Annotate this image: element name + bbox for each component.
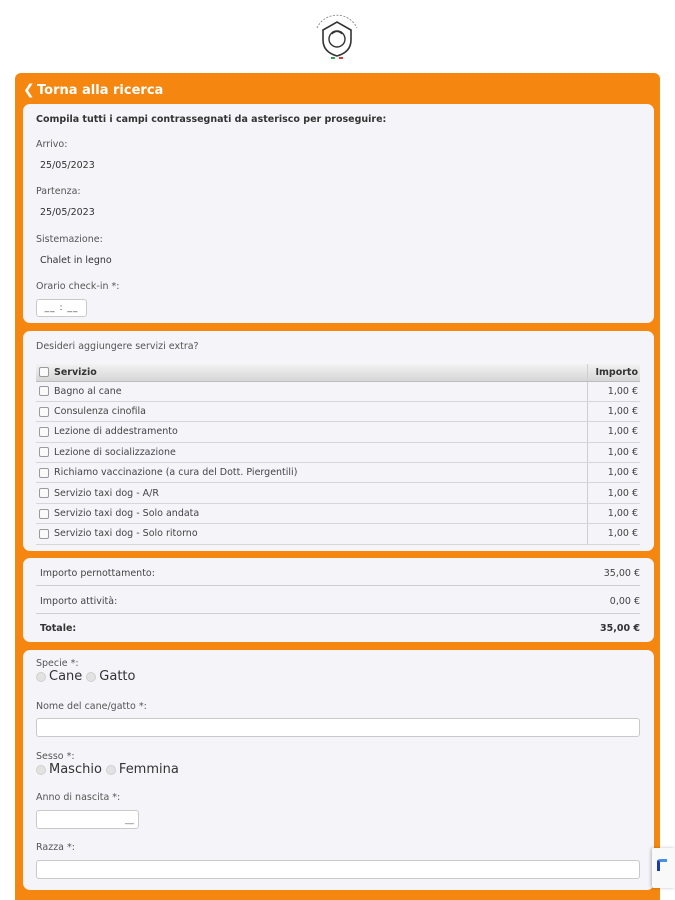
select-all-cell (36, 364, 52, 381)
chevron-left-icon: ❮ (23, 82, 35, 98)
sex-male-label: Maschio (49, 762, 102, 777)
stay-amount-label: Importo pernottamento: (40, 568, 155, 579)
service-name: Consulenza cinofila (52, 401, 587, 421)
back-label: Torna alla ricerca (37, 82, 164, 98)
table-row (36, 422, 640, 442)
service-checkbox[interactable] (39, 488, 49, 498)
species-cat-label: Gatto (99, 669, 136, 684)
service-name: Servizio taxi dog - A/R (52, 483, 587, 503)
service-name: Lezione di addestramento (52, 422, 587, 442)
species-cat-radio[interactable] (86, 672, 96, 682)
pet-details-card (23, 650, 654, 890)
service-name: Lezione di socializzazione (52, 442, 587, 462)
select-all-checkbox[interactable] (39, 367, 49, 377)
service-checkbox[interactable] (39, 407, 49, 417)
breed-input[interactable] (36, 860, 640, 879)
booking-panel (15, 73, 660, 900)
service-column-header: Servizio (52, 364, 587, 381)
service-checkbox[interactable] (39, 529, 49, 539)
total-value: 35,00 € (600, 623, 640, 634)
divider (36, 585, 640, 586)
service-amount: 1,00 € (587, 524, 640, 544)
stay-amount-value: 35,00 € (603, 568, 640, 579)
back-to-search-link[interactable] (23, 79, 163, 101)
table-row (36, 503, 640, 523)
stay-amount-row (40, 568, 640, 579)
service-amount: 1,00 € (587, 483, 640, 503)
table-row (36, 524, 640, 544)
form-instructions: Compila tutti i campi contrassegnati da asterisco per proseguire: (36, 114, 387, 125)
booking-details-card (23, 104, 654, 323)
paw-shield-logo-icon (311, 8, 363, 60)
pet-name-label: Nome del cane/gatto *: (36, 701, 147, 712)
table-row (36, 442, 640, 462)
extras-question: Desideri aggiungere servizi extra? (36, 341, 199, 352)
checkin-time-input[interactable]: __ : __ (36, 299, 87, 317)
recaptcha-badge[interactable] (652, 848, 675, 888)
summary-card (23, 558, 654, 642)
divider (36, 613, 640, 614)
birth-year-input[interactable]: __ (36, 810, 139, 829)
birth-year-label: Anno di nascita *: (36, 792, 121, 803)
service-amount: 1,00 € (587, 463, 640, 483)
total-row (40, 623, 640, 634)
service-checkbox[interactable] (39, 447, 49, 457)
service-name: Servizio taxi dog - Solo andata (52, 503, 587, 523)
arrival-value: 25/05/2023 (40, 160, 95, 171)
table-row (36, 401, 640, 421)
table-row (36, 381, 640, 401)
activities-amount-value: 0,00 € (609, 596, 640, 607)
species-dog-radio[interactable] (36, 672, 46, 682)
activities-amount-label: Importo attività: (40, 596, 118, 607)
departure-label: Partenza: (36, 186, 81, 197)
breed-label: Razza *: (36, 842, 75, 853)
table-header-row (36, 364, 640, 381)
checkin-time-label: Orario check-in *: (36, 281, 120, 292)
species-label: Specie *: (36, 658, 79, 669)
species-radio-group (36, 669, 139, 684)
service-checkbox[interactable] (39, 468, 49, 478)
table-row (36, 463, 640, 483)
sex-male-radio[interactable] (36, 765, 46, 775)
arrival-label: Arrivo: (36, 139, 68, 150)
extras-card (23, 331, 654, 551)
service-name: Richiamo vaccinazione (a cura del Dott. Piergentili) (52, 463, 587, 483)
service-amount: 1,00 € (587, 503, 640, 523)
departure-value: 25/05/2023 (40, 207, 95, 218)
table-row (36, 483, 640, 503)
sex-female-radio[interactable] (106, 765, 116, 775)
total-label: Totale: (40, 623, 77, 634)
accommodation-value: Chalet in legno (40, 255, 112, 266)
service-name: Bagno al cane (52, 381, 587, 401)
extras-table (36, 364, 640, 545)
recaptcha-icon (657, 859, 667, 871)
sex-label: Sesso *: (36, 751, 75, 762)
service-checkbox[interactable] (39, 427, 49, 437)
amount-column-header: Importo (587, 364, 640, 381)
service-amount: 1,00 € (587, 422, 640, 442)
activities-amount-row (40, 596, 640, 607)
service-checkbox[interactable] (39, 386, 49, 396)
service-checkbox[interactable] (39, 509, 49, 519)
sex-female-label: Femmina (118, 762, 179, 777)
service-amount: 1,00 € (587, 401, 640, 421)
pet-name-input[interactable] (36, 718, 640, 737)
sex-radio-group (36, 762, 183, 777)
species-dog-label: Cane (49, 669, 83, 684)
accommodation-label: Sistemazione: (36, 234, 103, 245)
service-amount: 1,00 € (587, 381, 640, 401)
service-amount: 1,00 € (587, 442, 640, 462)
service-name: Servizio taxi dog - Solo ritorno (52, 524, 587, 544)
